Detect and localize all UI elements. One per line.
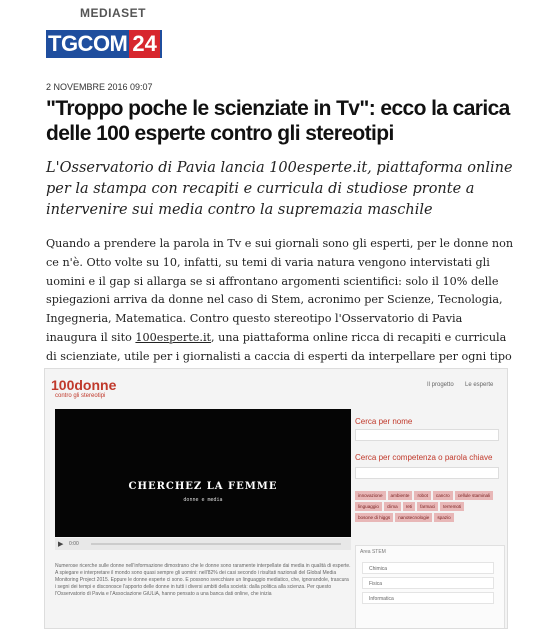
nav-link-progetto[interactable]: Il progetto	[427, 382, 454, 388]
tag-item[interactable]: bosone di higgs	[355, 513, 393, 522]
logo-tgcom-text: TGCOM	[48, 31, 128, 56]
tag-cloud	[355, 491, 503, 522]
video-subtitle: donne e media	[183, 497, 223, 503]
tag-item[interactable]: robot	[414, 491, 430, 500]
tag-item[interactable]: linguaggio	[355, 502, 382, 511]
site-link[interactable]: 100esperte.it	[135, 330, 212, 344]
body-text-1: Quando a prendere la parola in Tv e sui giornali sono gli esperti, per le donne non ce n'è. Otto volte su 10, infatti, su temi di varia natura vengono intervistati gli uomini e il gap si allarga se si affrontano argomenti scientifici: solo il 10% delle spiegazioni arriva da donne nel caso di Stem, acronimo per Scienze, Tecnologia, Ingegneria, Matematica. Contro questo stereotipo l'Osservatorio di Pavia inaugura il sito	[46, 237, 514, 344]
logo-24-text: 24	[129, 30, 159, 58]
mediaset-logo: MEDIASET	[80, 6, 147, 20]
site-logo-tagline: contro gli stereotipi	[55, 393, 106, 399]
search-topic-input[interactable]	[355, 467, 499, 479]
tag-item[interactable]: cellule staminali	[455, 491, 493, 500]
video-controls	[55, 538, 351, 550]
site-description: Numerose ricerche sulle donne nell'informazione dimostrano che le donne sono raramente interpellate dai media in qualità di esperte. A spiegare e interpretare il mondo sono quasi sempre gli uomini: nell'82% dei casi secondo i risultati nazionali del Global Media Monitoring Project 2015. Eppure le donne esperte ci sono. E possono svecchiare un linguaggio mediatico, che, ignorandole, trascura i segni dei tempi e disconosce l'apporto delle donne in tutti i diversi ambiti della società: dalla politica alla scienza. Per questo l'Osservatorio di Pavia e l'Associazione GiULiA, hanno pensato a una banca dati online, che inizia	[55, 563, 351, 597]
tag-item[interactable]: clima	[384, 502, 401, 511]
search-name-input[interactable]	[355, 429, 499, 441]
area-item-fisica[interactable]: Fisica	[362, 577, 494, 589]
body-text-2: , una piattaforma online ricca di recapiti e curricula di scienziate, utile per i giornalisti a caccia di esperti da interpellare per ogni tipo	[46, 330, 512, 363]
nav-link-esperte[interactable]: Le esperte	[465, 382, 494, 388]
area-item-chimica[interactable]: Chimica	[362, 562, 494, 574]
tag-item[interactable]: cancro	[433, 491, 453, 500]
tag-item[interactable]: nanotecnologie	[395, 513, 432, 522]
article-date: 2 NOVEMBRE 2016 09:07	[46, 82, 153, 92]
search-topic-label: Cerca per competenza o parola chiave	[355, 453, 493, 462]
area-item-informatica[interactable]: Informatica	[362, 592, 494, 604]
play-icon[interactable]: ▶	[58, 540, 64, 548]
video-title: CHERCHEZ LA FEMME	[128, 481, 278, 492]
tag-item[interactable]: spazio	[434, 513, 453, 522]
video-player[interactable]	[55, 409, 351, 537]
video-progress-bar[interactable]	[91, 543, 341, 545]
search-name-label: Cerca per nome	[355, 417, 413, 426]
tag-item[interactable]: farmaci	[417, 502, 438, 511]
area-stem-panel	[355, 545, 505, 629]
tag-item[interactable]: terremoti	[440, 502, 464, 511]
article-subhead: L'Osservatorio di Pavia lancia 100esperte.it, piattaforma online per la stampa con recapiti e curricula di studiose pronte a intervenire sui media contro la supremazia maschile	[46, 160, 513, 218]
tag-item[interactable]: ambiente	[388, 491, 413, 500]
tag-item[interactable]: innovazione	[355, 491, 386, 500]
website-screenshot	[44, 368, 508, 629]
site-navbar	[45, 369, 507, 401]
tgcom24-logo[interactable]	[46, 30, 162, 58]
site-logo[interactable]: 100donne	[51, 377, 117, 393]
article-headline: "Troppo poche le scienziate in Tv": ecco la carica delle 100 esperte contro gli stereotipi	[46, 97, 510, 145]
video-time: 0:00	[69, 541, 79, 547]
article-body	[46, 235, 516, 385]
area-title: Area STEM	[360, 549, 386, 555]
tag-item[interactable]: reti	[403, 502, 415, 511]
